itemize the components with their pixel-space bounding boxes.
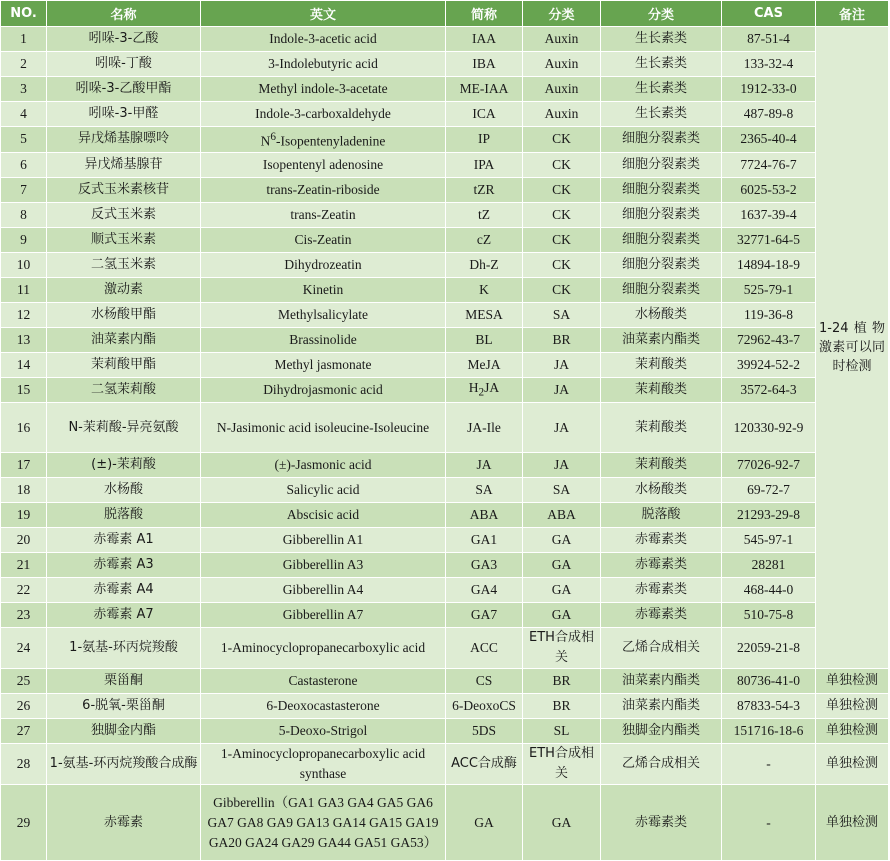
row-no: 20 — [1, 528, 47, 553]
row-name-cn: 反式玉米素 — [47, 202, 201, 227]
row-name-en: 3-Indolebutyric acid — [201, 52, 446, 77]
row-cas: 32771-64-5 — [722, 227, 816, 252]
row-class: 细胞分裂素类 — [601, 227, 722, 252]
row-name-cn: 水杨酸 — [47, 478, 201, 503]
row-class: 细胞分裂素类 — [601, 252, 722, 277]
row-category: CK — [523, 152, 601, 177]
row-category: ABA — [523, 503, 601, 528]
row-abbr: ACC — [446, 628, 523, 669]
row-name-en: Dihydrojasmonic acid — [201, 377, 446, 403]
row-class: 油菜素内酯类 — [601, 694, 722, 719]
row-category: CK — [523, 277, 601, 302]
row-no: 3 — [1, 77, 47, 102]
row-class: 生长素类 — [601, 77, 722, 102]
row-category: Auxin — [523, 52, 601, 77]
row-abbr: K — [446, 277, 523, 302]
row-name-en: Indole-3-acetic acid — [201, 27, 446, 52]
group-note: 1-24植物激素可以同时检测 — [819, 321, 885, 375]
row-abbr: IPA — [446, 152, 523, 177]
row-no: 8 — [1, 202, 47, 227]
row-name-en: Gibberellin（GA1 GA3 GA4 GA5 GA6 GA7 GA8 GA9 GA13 GA14 GA15 GA19 GA20 GA24 GA29 GA44 GA51 GA53） — [201, 785, 446, 861]
row-name-en: Methyl jasmonate — [201, 352, 446, 377]
row-name-en: Kinetin — [201, 277, 446, 302]
row-category: CK — [523, 227, 601, 252]
row-no: 4 — [1, 102, 47, 127]
row-name-cn: 1-氨基-环丙烷羧酸合成酶 — [47, 744, 201, 785]
table-row — [1, 603, 889, 628]
row-no: 14 — [1, 352, 47, 377]
row-name-cn: 6-脱氧-栗甾酮 — [47, 694, 201, 719]
row-name-en: Brassinolide — [201, 327, 446, 352]
row-class: 赤霉素类 — [601, 578, 722, 603]
row-cas: - — [722, 744, 816, 785]
row-class: 细胞分裂素类 — [601, 277, 722, 302]
row-class: 细胞分裂素类 — [601, 202, 722, 227]
row-category: Auxin — [523, 77, 601, 102]
table-row — [1, 227, 889, 252]
row-category: GA — [523, 553, 601, 578]
header-class: 分类 — [601, 1, 722, 27]
row-abbr: BL — [446, 327, 523, 352]
row-category: ETH合成相关 — [523, 628, 601, 669]
row-abbr: GA3 — [446, 553, 523, 578]
row-abbr: cZ — [446, 227, 523, 252]
row-remark: 单独检测 — [816, 719, 889, 744]
table-row — [1, 377, 889, 403]
row-class: 水杨酸类 — [601, 302, 722, 327]
table-row — [1, 302, 889, 327]
row-cas: 77026-92-7 — [722, 453, 816, 478]
table-row — [1, 628, 889, 669]
row-name-cn: 激动素 — [47, 277, 201, 302]
row-category: JA — [523, 352, 601, 377]
row-no: 15 — [1, 377, 47, 403]
row-category: GA — [523, 785, 601, 861]
row-cas: 3572-64-3 — [722, 377, 816, 403]
header-name-cn: 名称 — [47, 1, 201, 27]
table-row — [1, 669, 889, 694]
row-remark: 单独检测 — [816, 694, 889, 719]
row-class: 赤霉素类 — [601, 785, 722, 861]
row-name-en: 5-Deoxo-Strigol — [201, 719, 446, 744]
row-name-cn: 异戊烯基腺嘌呤 — [47, 127, 201, 153]
row-name-cn: 1-氨基-环丙烷羧酸 — [47, 628, 201, 669]
row-category: GA — [523, 578, 601, 603]
row-class: 生长素类 — [601, 27, 722, 52]
row-remark: 单独检测 — [816, 669, 889, 694]
table-row — [1, 27, 889, 52]
row-class: 乙烯合成相关 — [601, 744, 722, 785]
row-name-cn: 水杨酸甲酯 — [47, 302, 201, 327]
row-name-en: Castasterone — [201, 669, 446, 694]
row-no: 10 — [1, 252, 47, 277]
row-category: JA — [523, 453, 601, 478]
row-category: BR — [523, 669, 601, 694]
table-row — [1, 52, 889, 77]
table-row — [1, 403, 889, 453]
table-row — [1, 694, 889, 719]
row-name-en: trans-Zeatin — [201, 202, 446, 227]
row-name-en: Methylsalicylate — [201, 302, 446, 327]
table-row — [1, 252, 889, 277]
header-no: NO. — [1, 1, 47, 27]
table-row — [1, 327, 889, 352]
row-abbr: ABA — [446, 503, 523, 528]
row-name-cn: 赤霉素 A4 — [47, 578, 201, 603]
row-abbr: MESA — [446, 302, 523, 327]
row-category: SA — [523, 478, 601, 503]
row-abbr: JA — [446, 453, 523, 478]
row-no: 5 — [1, 127, 47, 153]
row-no: 13 — [1, 327, 47, 352]
row-name-cn: 茉莉酸甲酯 — [47, 352, 201, 377]
row-cas: 487-89-8 — [722, 102, 816, 127]
row-class: 细胞分裂素类 — [601, 127, 722, 153]
row-name-cn: 油菜素内酯 — [47, 327, 201, 352]
row-cas: 510-75-8 — [722, 603, 816, 628]
row-abbr: Dh-Z — [446, 252, 523, 277]
row-no: 28 — [1, 744, 47, 785]
row-cas: 6025-53-2 — [722, 177, 816, 202]
row-name-en: Indole-3-carboxaldehyde — [201, 102, 446, 127]
row-name-cn: 赤霉素 A1 — [47, 528, 201, 553]
row-class: 细胞分裂素类 — [601, 152, 722, 177]
row-no: 26 — [1, 694, 47, 719]
row-name-cn: 顺式玉米素 — [47, 227, 201, 252]
row-abbr: SA — [446, 478, 523, 503]
row-name-en: trans-Zeatin-riboside — [201, 177, 446, 202]
row-no: 12 — [1, 302, 47, 327]
row-category: CK — [523, 127, 601, 153]
row-name-cn: 赤霉素 — [47, 785, 201, 861]
row-name-en: 6-Deoxocastasterone — [201, 694, 446, 719]
row-no: 9 — [1, 227, 47, 252]
row-category: Auxin — [523, 27, 601, 52]
row-no: 17 — [1, 453, 47, 478]
row-cas: 22059-21-8 — [722, 628, 816, 669]
row-no: 1 — [1, 27, 47, 52]
table-row — [1, 478, 889, 503]
table-row — [1, 277, 889, 302]
row-category: GA — [523, 603, 601, 628]
row-cas: 87833-54-3 — [722, 694, 816, 719]
row-cas: 7724-76-7 — [722, 152, 816, 177]
header-cas: CAS — [722, 1, 816, 27]
row-name-en-suffix: -Isopentenyladenine — [275, 133, 386, 149]
row-name-en: 1-Aminocyclopropanecarboxylic acid synthase — [201, 744, 446, 785]
row-abbr: MeJA — [446, 352, 523, 377]
row-name-en: Cis-Zeatin — [201, 227, 446, 252]
row-abbr: JA-Ile — [446, 403, 523, 453]
row-cas: - — [722, 785, 816, 861]
table-row — [1, 453, 889, 478]
row-no: 16 — [1, 403, 47, 453]
row-name-en: Abscisic acid — [201, 503, 446, 528]
row-abbr: GA4 — [446, 578, 523, 603]
row-name-cn: 栗甾酮 — [47, 669, 201, 694]
row-cas: 120330-92-9 — [722, 403, 816, 453]
row-no: 27 — [1, 719, 47, 744]
table-row — [1, 553, 889, 578]
row-abbr: 5DS — [446, 719, 523, 744]
table-row — [1, 77, 889, 102]
row-name-en-prefix: N — [260, 133, 271, 149]
table-row — [1, 719, 889, 744]
table-row — [1, 785, 889, 861]
row-name-en: Gibberellin A4 — [201, 578, 446, 603]
group-note-cell — [816, 27, 889, 669]
row-no: 18 — [1, 478, 47, 503]
row-name-cn: (±)-茉莉酸 — [47, 453, 201, 478]
row-name-en: 1-Aminocyclopropanecarboxylic acid — [201, 628, 446, 669]
row-abbr: ICA — [446, 102, 523, 127]
row-category: CK — [523, 177, 601, 202]
row-name-cn: 吲哚-3-乙酸 — [47, 27, 201, 52]
row-name-en: Dihydrozeatin — [201, 252, 446, 277]
row-name-en: Salicylic acid — [201, 478, 446, 503]
table-body — [1, 27, 889, 861]
table-row — [1, 202, 889, 227]
row-name-cn: 二氢茉莉酸 — [47, 377, 201, 403]
row-no: 6 — [1, 152, 47, 177]
row-name-cn: 独脚金内酯 — [47, 719, 201, 744]
row-category: CK — [523, 202, 601, 227]
row-name-cn: 赤霉素 A7 — [47, 603, 201, 628]
row-class: 茉莉酸类 — [601, 377, 722, 403]
row-abbr: tZ — [446, 202, 523, 227]
row-class: 生长素类 — [601, 102, 722, 127]
row-no: 29 — [1, 785, 47, 861]
row-category: GA — [523, 528, 601, 553]
row-cas: 468-44-0 — [722, 578, 816, 603]
header-row — [1, 1, 889, 27]
table-row — [1, 152, 889, 177]
row-class: 茉莉酸类 — [601, 453, 722, 478]
row-abbr: CS — [446, 669, 523, 694]
row-no: 7 — [1, 177, 47, 202]
row-cas: 39924-52-2 — [722, 352, 816, 377]
row-class: 独脚金内酯类 — [601, 719, 722, 744]
row-name-en: Gibberellin A7 — [201, 603, 446, 628]
row-category: JA — [523, 377, 601, 403]
row-class: 生长素类 — [601, 52, 722, 77]
row-cas: 545-97-1 — [722, 528, 816, 553]
row-class: 赤霉素类 — [601, 528, 722, 553]
row-name-en: (±)-Jasmonic acid — [201, 453, 446, 478]
row-cas: 87-51-4 — [722, 27, 816, 52]
row-abbr: GA7 — [446, 603, 523, 628]
row-class: 水杨酸类 — [601, 478, 722, 503]
row-cas: 525-79-1 — [722, 277, 816, 302]
row-category: CK — [523, 252, 601, 277]
row-name-cn: 吲哚-3-乙酸甲酯 — [47, 77, 201, 102]
row-remark: 单独检测 — [816, 785, 889, 861]
row-name-en: N-Jasimonic acid isoleucine-Isoleucine — [201, 403, 446, 453]
table-row — [1, 102, 889, 127]
table-row — [1, 352, 889, 377]
row-no: 11 — [1, 277, 47, 302]
table-row — [1, 578, 889, 603]
row-abbr: ME-IAA — [446, 77, 523, 102]
row-no: 25 — [1, 669, 47, 694]
row-category: SA — [523, 302, 601, 327]
table-row — [1, 528, 889, 553]
row-no: 23 — [1, 603, 47, 628]
row-no: 24 — [1, 628, 47, 669]
header-abbr: 简称 — [446, 1, 523, 27]
row-name-cn: 异戊烯基腺苷 — [47, 152, 201, 177]
row-cas: 133-32-4 — [722, 52, 816, 77]
header-category: 分类 — [523, 1, 601, 27]
row-no: 21 — [1, 553, 47, 578]
row-class: 赤霉素类 — [601, 603, 722, 628]
row-name-cn: 吲哚-丁酸 — [47, 52, 201, 77]
header-name-en: 英文 — [201, 1, 446, 27]
row-abbr-suffix: JA — [484, 379, 500, 395]
row-name-en: Isopentenyl adenosine — [201, 152, 446, 177]
row-name-en — [201, 127, 446, 153]
row-cas: 1912-33-0 — [722, 77, 816, 102]
row-cas: 69-72-7 — [722, 478, 816, 503]
row-no: 2 — [1, 52, 47, 77]
row-cas: 72962-43-7 — [722, 327, 816, 352]
row-abbr: IP — [446, 127, 523, 153]
row-category: ETH合成相关 — [523, 744, 601, 785]
row-cas: 28281 — [722, 553, 816, 578]
row-abbr — [446, 377, 523, 403]
row-class: 茉莉酸类 — [601, 352, 722, 377]
row-class: 油菜素内酯类 — [601, 669, 722, 694]
table-row — [1, 503, 889, 528]
row-name-cn: 赤霉素 A3 — [47, 553, 201, 578]
header-remark: 备注 — [816, 1, 889, 27]
row-cas: 21293-29-8 — [722, 503, 816, 528]
row-abbr-prefix: H — [468, 379, 479, 395]
row-class: 茉莉酸类 — [601, 403, 722, 453]
row-abbr: ACC合成酶 — [446, 744, 523, 785]
row-no: 22 — [1, 578, 47, 603]
row-cas: 80736-41-0 — [722, 669, 816, 694]
row-name-cn: N-茉莉酸-异亮氨酸 — [47, 403, 201, 453]
row-class: 赤霉素类 — [601, 553, 722, 578]
row-name-en-superscript: 6 — [270, 131, 276, 143]
table-row — [1, 127, 889, 153]
row-cas: 2365-40-4 — [722, 127, 816, 153]
row-category: Auxin — [523, 102, 601, 127]
row-cas: 151716-18-6 — [722, 719, 816, 744]
row-name-cn: 二氢玉米素 — [47, 252, 201, 277]
row-abbr: GA1 — [446, 528, 523, 553]
table-row — [1, 177, 889, 202]
row-name-cn: 吲哚-3-甲醛 — [47, 102, 201, 127]
row-class: 油菜素内酯类 — [601, 327, 722, 352]
row-remark: 单独检测 — [816, 744, 889, 785]
row-class: 脱落酸 — [601, 503, 722, 528]
row-name-cn: 脱落酸 — [47, 503, 201, 528]
row-name-en: Gibberellin A3 — [201, 553, 446, 578]
row-abbr: GA — [446, 785, 523, 861]
row-abbr-subscript: 2 — [478, 386, 485, 399]
row-abbr: IBA — [446, 52, 523, 77]
row-class: 细胞分裂素类 — [601, 177, 722, 202]
row-category: BR — [523, 694, 601, 719]
row-name-en: Gibberellin A1 — [201, 528, 446, 553]
row-no: 19 — [1, 503, 47, 528]
row-category: JA — [523, 403, 601, 453]
row-cas: 119-36-8 — [722, 302, 816, 327]
row-cas: 14894-18-9 — [722, 252, 816, 277]
row-name-en: Methyl indole-3-acetate — [201, 77, 446, 102]
row-abbr: IAA — [446, 27, 523, 52]
row-category: SL — [523, 719, 601, 744]
row-category: BR — [523, 327, 601, 352]
row-class: 乙烯合成相关 — [601, 628, 722, 669]
table-row — [1, 744, 889, 785]
row-cas: 1637-39-4 — [722, 202, 816, 227]
row-name-cn: 反式玉米素核苷 — [47, 177, 201, 202]
row-abbr: 6-DeoxoCS — [446, 694, 523, 719]
row-abbr: tZR — [446, 177, 523, 202]
